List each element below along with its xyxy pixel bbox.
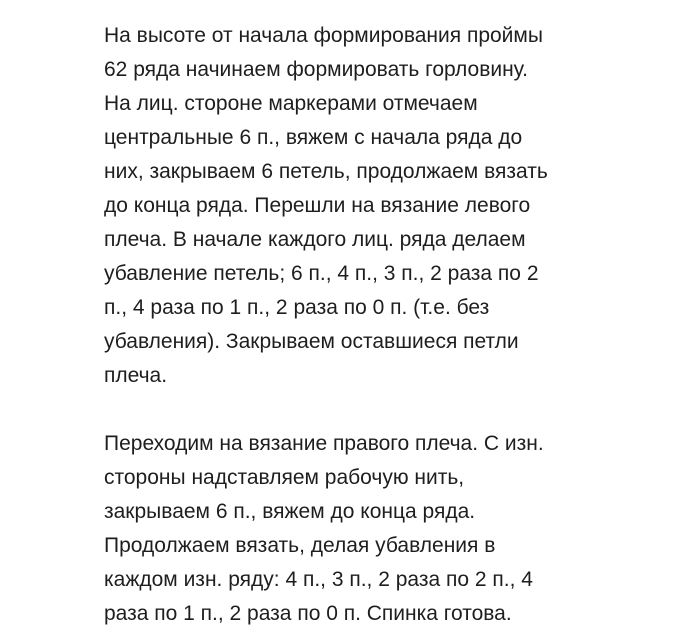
paragraph-right-shoulder bbox=[104, 427, 604, 631]
text-line: убавление петель; 6 п., 4 п., 3 п., 2 раза по 2 bbox=[104, 262, 539, 285]
text-line: На лиц. стороне маркерами отмечаем bbox=[104, 92, 478, 115]
text-line: до конца ряда. Перешли на вязание левого bbox=[104, 194, 531, 217]
text-line: На высоте от начала формирования проймы bbox=[104, 24, 543, 47]
text-line: закрываем 6 п., вяжем до конца ряда. bbox=[104, 500, 476, 523]
text-line: убавления). Закрываем оставшиеся петли bbox=[104, 330, 519, 353]
text-line: п., 4 раза по 1 п., 2 раза по 0 п. (т.е. без bbox=[104, 296, 490, 319]
text-line: Продолжаем вязать, делая убавления в bbox=[104, 534, 496, 557]
paragraph-spacer bbox=[104, 393, 604, 427]
text-line: плеча. bbox=[104, 364, 168, 387]
text-line: Переходим на вязание правого плеча. С изн. bbox=[104, 432, 544, 455]
text-line: 62 ряда начинаем формировать горловину. bbox=[104, 58, 528, 81]
text-line: стороны надставляем рабочую нить, bbox=[104, 466, 465, 489]
text-line: центральные 6 п., вяжем с начала ряда до bbox=[104, 126, 523, 149]
text-line: них, закрываем 6 петель, продолжаем вязать bbox=[104, 160, 548, 183]
paragraph-left-shoulder bbox=[104, 19, 604, 393]
text-line: раза по 1 п., 2 раза по 0 п. Спинка готова. bbox=[104, 602, 512, 625]
text-line: плеча. В начале каждого лиц. ряда делаем bbox=[104, 228, 526, 251]
text-line: каждом изн. ряду: 4 п., 3 п., 2 раза по 2 п., 4 bbox=[104, 568, 533, 591]
document-body bbox=[104, 19, 604, 631]
